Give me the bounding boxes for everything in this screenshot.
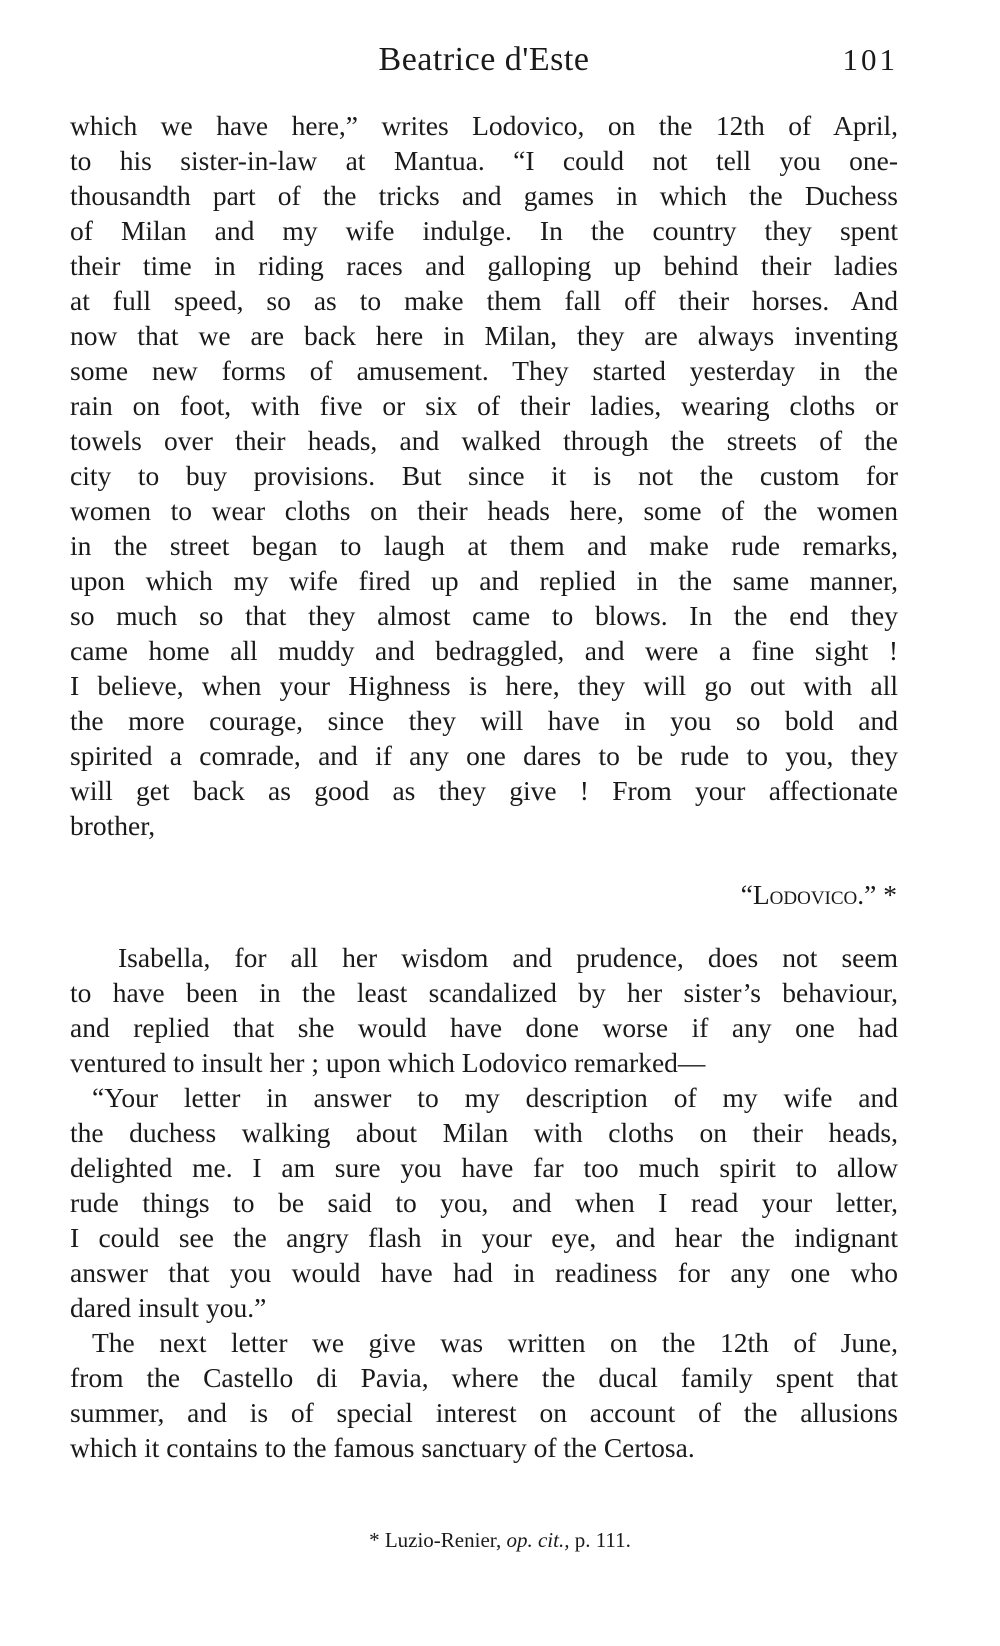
footnote-marker: *	[369, 1528, 380, 1552]
letter-line: in the street began to laugh at them and make rude remarks,	[70, 530, 898, 561]
letter-line: will get back as good as they give ! From your affectionate	[70, 775, 898, 806]
letter-line: towels over their heads, and walked through the streets of the	[70, 425, 898, 456]
letter-line: some new forms of amusement. They started yesterday in the	[70, 355, 898, 386]
letter-line: to his sister-in-law at Mantua. “I could not tell you one-	[70, 145, 898, 176]
paragraph-line: to have been in the least scandalized by her sister’s behaviour,	[70, 977, 898, 1008]
letter-line: which we have here,” writes Lodovico, on the 12th of April,	[70, 110, 898, 141]
letter-line: spirited a comrade, and if any one dares to be rude to you, they	[70, 740, 898, 771]
letter-line: so much so that they almost came to blows. In the end they	[70, 600, 898, 631]
paragraph-line: from the Castello di Pavia, where the ducal family spent that	[70, 1362, 898, 1393]
letter-line: upon which my wife fired up and replied in the same manner,	[70, 565, 898, 596]
footnote-page-ref: p. 111.	[574, 1528, 631, 1552]
letter-line: rain on foot, with five or six of their ladies, wearing cloths or	[70, 390, 898, 421]
paragraph-line: Isabella, for all her wisdom and prudence, does not seem	[118, 942, 898, 973]
letter-line: thousandth part of the tricks and games in which the Duchess	[70, 180, 898, 211]
letter-line: their time in riding races and galloping up behind their ladies	[70, 250, 898, 281]
letter-line: I believe, when your Highness is here, they will go out with all	[70, 670, 898, 701]
footnote-citation: op. cit.,	[506, 1528, 570, 1552]
letter-line: the more courage, since they will have in you so bold and	[70, 705, 898, 736]
letter-line: at full speed, so as to make them fall off their horses. And	[70, 285, 898, 316]
running-head	[70, 40, 898, 80]
paragraph-line: rude things to be said to you, and when I read your letter,	[70, 1187, 898, 1218]
page-number: 101	[842, 42, 898, 77]
letter-line: came home all muddy and bedraggled, and were a fine sight !	[70, 635, 898, 666]
paragraph-line: delighted me. I am sure you have far too much spirit to allow	[70, 1152, 898, 1183]
paragraph-line: and replied that she would have done worse if any one had	[70, 1012, 898, 1043]
paragraph-line: ventured to insult her ; upon which Lodovico remarked—	[70, 1047, 706, 1078]
letter-line: city to buy provisions. But since it is not the custom for	[70, 460, 898, 491]
running-title: Beatrice d'Este	[378, 41, 590, 78]
paragraph-line: summer, and is of special interest on account of the allusions	[70, 1397, 898, 1428]
letter-line: of Milan and my wife indulge. In the country they spent	[70, 215, 898, 246]
paragraph-line: The next letter we give was written on the 12th of June,	[92, 1327, 898, 1358]
letter-line: now that we are back here in Milan, they are always inventing	[70, 320, 898, 351]
paragraph-line: “Your letter in answer to my description of my wife and	[92, 1082, 898, 1113]
footnote-author: Luzio-Renier,	[384, 1528, 502, 1552]
paragraph-line: which it contains to the famous sanctuary of the Certosa.	[70, 1432, 695, 1463]
letter-line: women to wear cloths on their heads here, some of the women	[70, 495, 898, 526]
paragraph-line: I could see the angry flash in your eye, and hear the indignant	[70, 1222, 898, 1253]
paragraph-line: the duchess walking about Milan with cloths on their heads,	[70, 1117, 898, 1148]
letter-signature: “Lodovico.” *	[740, 879, 897, 910]
paragraph-line: answer that you would have had in readiness for any one who	[70, 1257, 898, 1288]
letter-line: brother,	[70, 810, 156, 841]
paragraph-line: dared insult you.”	[70, 1292, 267, 1323]
footnote	[0, 1526, 1000, 1554]
